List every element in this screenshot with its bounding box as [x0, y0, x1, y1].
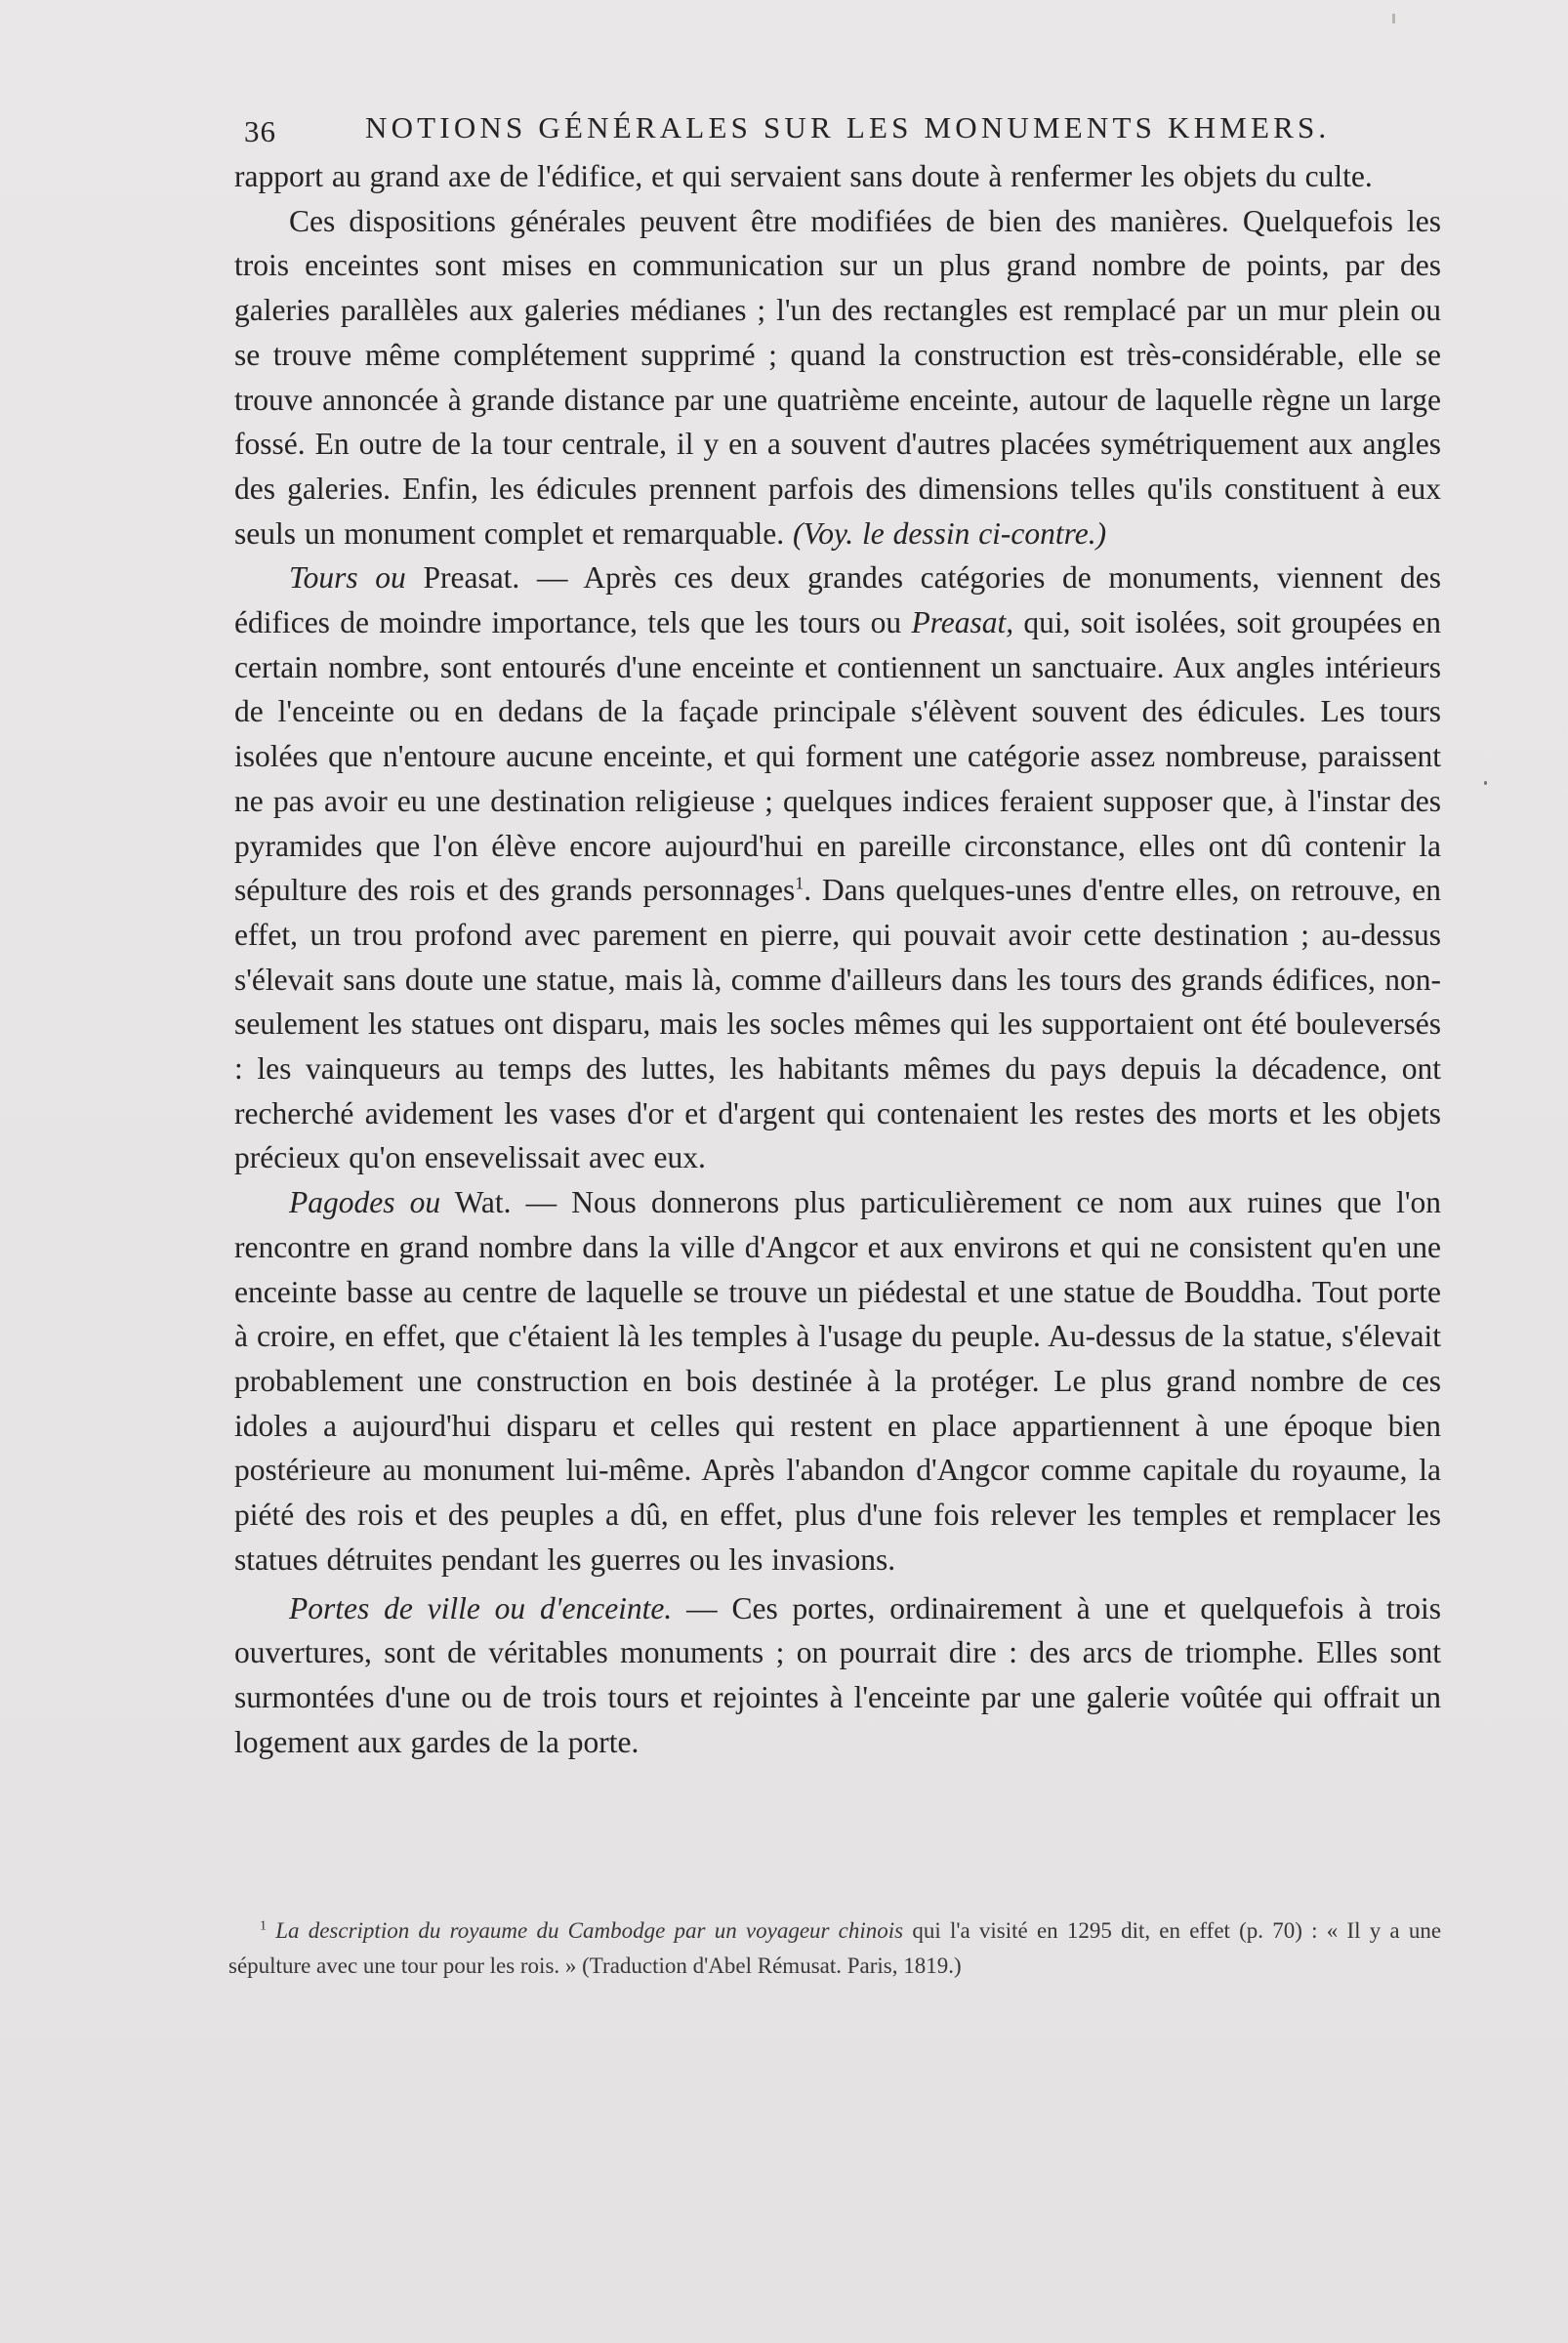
figure-reference: (Voy. le dessin ci-contre.)	[792, 515, 1107, 551]
term-preasat: Preasat,	[911, 605, 1014, 640]
paragraph-dispositions-text: Ces dispositions générales peuvent être modifiées de bien des manières. Quelquefois les trois enceintes sont mises en communication sur un plus grand nombre de points, par des galeries parallèles aux galeries médianes ; l'un des rectangles est remplacé par un mur plein ou se trouve même complétement supprimé ; quand la construction est très-considérable, elle se trouve annoncée à grande distance par une quatrième enceinte, autour de laquelle règne un large fossé. En outre de la tour centrale, il y en a souvent d'autres placées symétriquement aux angles des galeries. Enfin, les édicules prennent parfois des dimensions telles qu'ils constituent à eux seuls un monument complet et remarquable.	[234, 203, 1441, 551]
section-title-pagodes-italic: Pagodes ou	[289, 1185, 441, 1220]
section-title-tours-italic: Tours ou	[289, 560, 406, 596]
section-title-tours: Preasat.	[423, 560, 520, 596]
paragraph-portes	[234, 1586, 1441, 1765]
page-edge-mark	[1392, 14, 1395, 23]
ink-speck	[1484, 781, 1487, 785]
running-header	[240, 103, 1331, 151]
footnote-line	[228, 1913, 1441, 1984]
footnote-text-2: « Il y a une sépulture avec une tour pour les rois. » (Traduction d'Abel Rémusat. Paris, 1819.)	[228, 1918, 1442, 1978]
footnote	[228, 1913, 1441, 1984]
footnote-text-1: qui l'a visité en 1295 dit, en effet (p. 70) :	[912, 1918, 1318, 1943]
body-text	[234, 154, 1441, 1764]
paragraph-portes-text: — Ces portes, ordinairement à une et quelquefois à trois ouvertures, sont de véritables monuments ; on pourrait dire : des arcs de triomphe. Elles sont surmontées d'une ou de trois tours et rejointes à l'enceinte par une galerie voûtée qui offrait un logement aux gardes de la porte.	[234, 1590, 1441, 1759]
page-number: 36	[244, 114, 276, 148]
paragraph-tours	[234, 555, 1441, 1180]
section-title-portes: Portes de ville ou d'enceinte.	[289, 1590, 673, 1625]
paragraph-pagodes	[234, 1180, 1441, 1582]
running-title: NOTIONS GÉNÉRALES SUR LES MONUMENTS KHMERS.	[365, 110, 1331, 144]
paragraph-tours-text-1: — Après ces deux grandes catégories de monuments, viennent des édifices de moindre importance, tels que les tours ou	[234, 560, 1441, 640]
section-title-pagodes: Wat.	[454, 1185, 512, 1220]
footnote-mark: 1	[260, 1918, 267, 1934]
paragraph-tours-text-2: qui, soit isolées, soit groupées en certain nombre, sont entourés d'une enceinte et contiennent un sanctuaire. Aux angles intérieurs de l'enceinte ou en dedans de la façade principale s'élèvent souvent des édicules. Les tours isolées que n'entoure aucune enceinte, et qui forment une catégorie assez nombreuse, paraissent ne pas avoir eu une destination religieuse ; quelques indices feraient supposer que, à l'instar des pyramides que l'on élève encore aujourd'hui en pareille circonstance, elles ont dû contenir la sépulture des rois et des grands personnages	[234, 605, 1442, 908]
paragraph-dispositions	[234, 199, 1441, 556]
paragraph-continuation: rapport au grand axe de l'édifice, et qui servaient sans doute à renfermer les objets du culte.	[234, 159, 1373, 193]
paragraph-pagodes-text: — Nous donnerons plus particulièrement ce nom aux ruines que l'on rencontre en grand nombre dans la ville d'Angcor et aux environs et qui ne consistent qu'en une enceinte basse au centre de laquelle se trouve un piédestal et une statue de Bouddha. Tout porte à croire, en effet, que c'étaient là les temples à l'usage du peuple. Au-dessus de la statue, s'élevait probablement une construction en bois destinée à la protéger. Le plus grand nombre de ces idoles a aujourd'hui disparu et celles qui restent en place appartiennent à une époque bien postérieure au monument lui-même. Après l'abandon d'Angcor comme capitale du royaume, la piété des rois et des peuples a dû, en effet, plus d'une fois relever les temples et remplacer les statues détruites pendant les guerres ou les invasions.	[234, 1185, 1442, 1577]
paragraph-tours-text-3: . Dans quelques-unes d'entre elles, on retrouve, en effet, un trou profond avec parement en pierre, qui pouvait avoir cette destination ; au-dessus s'élevait sans doute une statue, mais là, comme d'ailleurs dans les tours des grands édifices, non-seulement les statues ont disparu, mais les socles mêmes qui les supportaient ont été bouleversés : les vainqueurs au temps des luttes, les habitants mêmes du pays depuis la décadence, ont recherché avidement les vases d'or et d'argent qui contenaient les restes des morts et les objets précieux qu'on ensevelissait avec eux.	[234, 873, 1442, 1175]
footnote-reference: 1	[795, 873, 805, 893]
footnote-book-title: La description du royaume du Cambodge par un voyageur chinois	[275, 1918, 904, 1943]
